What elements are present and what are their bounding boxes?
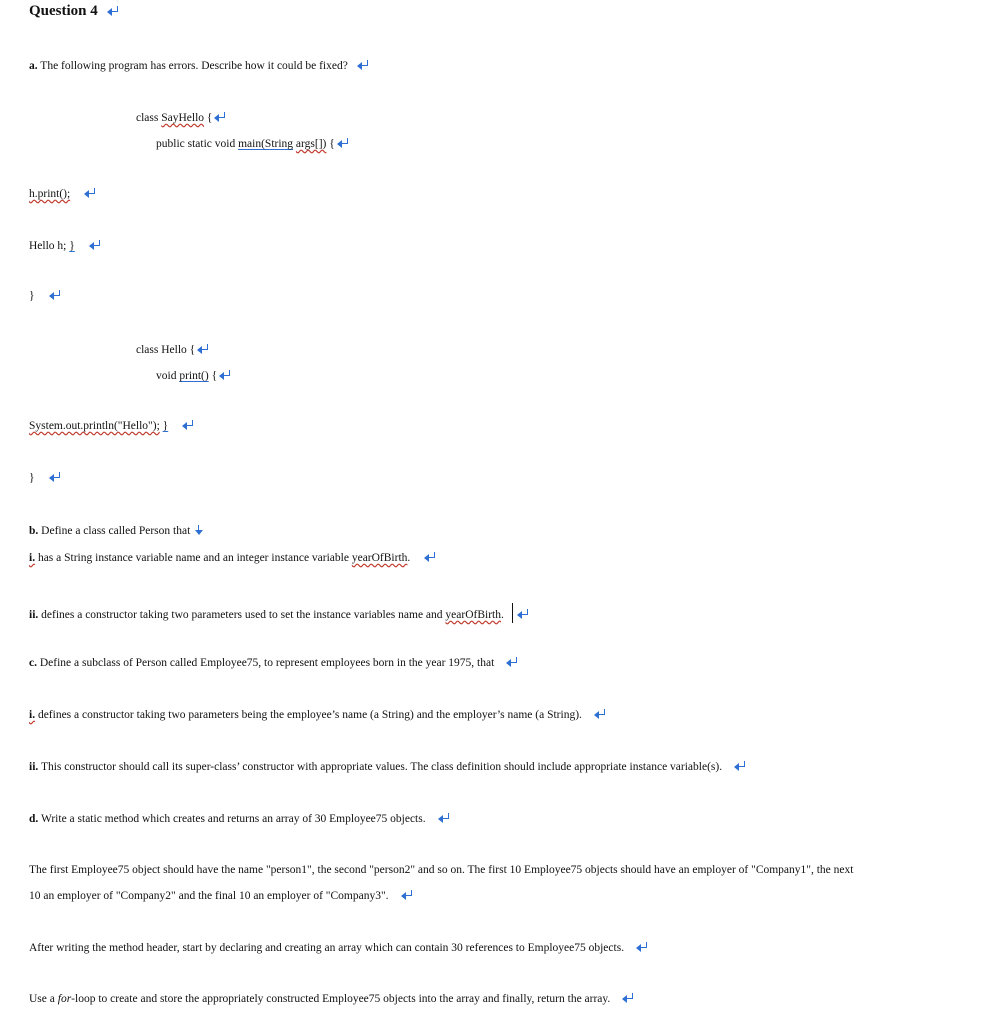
code-void-keyword: void xyxy=(156,370,177,382)
return-mark-icon xyxy=(401,890,413,900)
code-brace: { xyxy=(206,112,213,124)
code-println-text: System.out.println("Hello"); xyxy=(29,420,160,432)
code-println xyxy=(29,418,194,434)
part-b-i-end: . xyxy=(407,552,411,564)
part-c-text: Define a subclass of Person called Employee75, to represent employees born in the year 1975, that xyxy=(39,657,495,669)
code-class-sayhello xyxy=(136,110,226,126)
part-d-label: d. xyxy=(29,813,39,825)
part-a-line xyxy=(29,58,369,74)
part-d-para2 xyxy=(29,940,648,956)
text-cursor xyxy=(512,603,513,623)
part-b-ii-var: yearOfBirth xyxy=(445,609,501,621)
code-close-brace-1 xyxy=(29,288,61,304)
code-main-args: args[]) xyxy=(295,138,327,150)
code-hello-h xyxy=(29,238,101,254)
code-brace: { xyxy=(329,138,335,150)
return-mark-icon xyxy=(84,188,96,198)
return-mark-icon xyxy=(517,609,529,619)
part-d-para3-pre: Use a xyxy=(29,993,55,1005)
part-c-i-line xyxy=(29,707,606,723)
part-b-ii-end: . xyxy=(501,609,504,621)
code-brace: } xyxy=(29,290,35,302)
code-brace: { xyxy=(211,370,218,382)
return-mark-icon xyxy=(734,761,746,771)
part-d-text: Write a static method which creates and returns an array of 30 Employee75 objects. xyxy=(40,813,426,825)
return-mark-icon xyxy=(214,112,226,122)
part-b-label: b. xyxy=(29,525,39,537)
part-b-i-line xyxy=(29,550,436,566)
part-c-ii-line xyxy=(29,759,746,775)
code-main-name: main(String xyxy=(238,138,294,150)
part-a-text: The following program has errors. Describe how it could be fixed? xyxy=(40,60,348,72)
return-mark-icon xyxy=(424,552,436,562)
part-b-line xyxy=(29,523,203,539)
question-title-text: Question 4 xyxy=(29,3,98,19)
code-brace: } xyxy=(29,472,35,484)
return-mark-icon xyxy=(89,240,101,250)
code-class-hello xyxy=(136,342,209,358)
return-mark-icon xyxy=(337,138,349,148)
part-b-ii-text: defines a constructor taking two parameters used to set the instance variables name and xyxy=(41,609,443,621)
part-c-ii-text: This constructor should call its super-class’ constructor with appropriate values. The class definition should include appropriate instance variable(s). xyxy=(40,761,723,773)
part-d-para3 xyxy=(29,991,634,1007)
part-c-line xyxy=(29,655,518,671)
return-mark-icon xyxy=(438,813,450,823)
return-mark-icon xyxy=(107,6,119,16)
part-b-ii-line xyxy=(29,603,529,623)
code-hello-h-text: Hello h; xyxy=(29,240,67,252)
code-h-print xyxy=(29,186,96,202)
return-mark-icon xyxy=(49,290,61,300)
part-d-para3-post: -loop to create and store the appropriately constructed Employee75 objects into the array and finally, return the array. xyxy=(71,993,611,1005)
part-b-i-var: yearOfBirth xyxy=(351,552,408,564)
part-c-ii-label: ii. xyxy=(29,761,39,773)
part-d-para1-line1-text: The first Employee75 object should have the name "person1", the second "person2" and so on. The first 10 Employee75 objects should have an employer of "Company1", the next xyxy=(29,864,854,876)
part-b-i-text: has a String instance variable name and an integer instance variable xyxy=(37,552,349,564)
code-brace: } xyxy=(69,240,75,252)
part-c-label: c. xyxy=(29,657,37,669)
part-c-i-label: i. xyxy=(29,709,36,721)
return-mark-icon xyxy=(182,420,194,430)
return-mark-icon xyxy=(636,942,648,952)
return-mark-icon xyxy=(49,472,61,482)
code-class-keyword: class xyxy=(136,112,159,124)
part-d-para1-line2 xyxy=(29,888,413,904)
return-mark-icon xyxy=(506,657,518,667)
code-class-hello-text: class Hello { xyxy=(136,344,196,356)
part-b-i-label: i. xyxy=(29,552,36,564)
code-class-name: SayHello xyxy=(161,112,205,124)
part-d-line xyxy=(29,811,450,827)
part-d-para1-line1 xyxy=(29,862,853,878)
code-main-method xyxy=(156,136,349,152)
part-a-label: a. xyxy=(29,60,38,72)
return-mark-icon xyxy=(197,344,209,354)
question-title xyxy=(29,3,119,19)
return-mark-icon xyxy=(594,709,606,719)
code-close-brace-2 xyxy=(29,470,61,486)
part-b-ii-label: ii. xyxy=(29,609,39,621)
part-d-para1-line2-text: 10 an employer of "Company2" and the final 10 an employer of "Company3". xyxy=(29,890,389,902)
return-mark-icon xyxy=(219,370,231,380)
line-break-icon xyxy=(195,525,203,535)
code-main-prefix: public static void xyxy=(156,138,236,150)
part-d-para3-em: for xyxy=(57,993,72,1005)
code-h-print-text: h.print(); xyxy=(29,188,71,200)
part-c-i-text: defines a constructor taking two parameters being the employee’s name (a String) and the employer’s name (a String). xyxy=(37,709,582,721)
part-d-para2-text: After writing the method header, start by declaring and creating an array which can contain 30 references to Employee75 objects. xyxy=(29,942,625,954)
part-b-text: Define a class called Person that xyxy=(41,525,191,537)
code-print-name: print() xyxy=(179,370,209,382)
code-brace: } xyxy=(162,420,169,432)
return-mark-icon xyxy=(357,60,369,70)
return-mark-icon xyxy=(622,993,634,1003)
code-void-print xyxy=(156,368,231,384)
